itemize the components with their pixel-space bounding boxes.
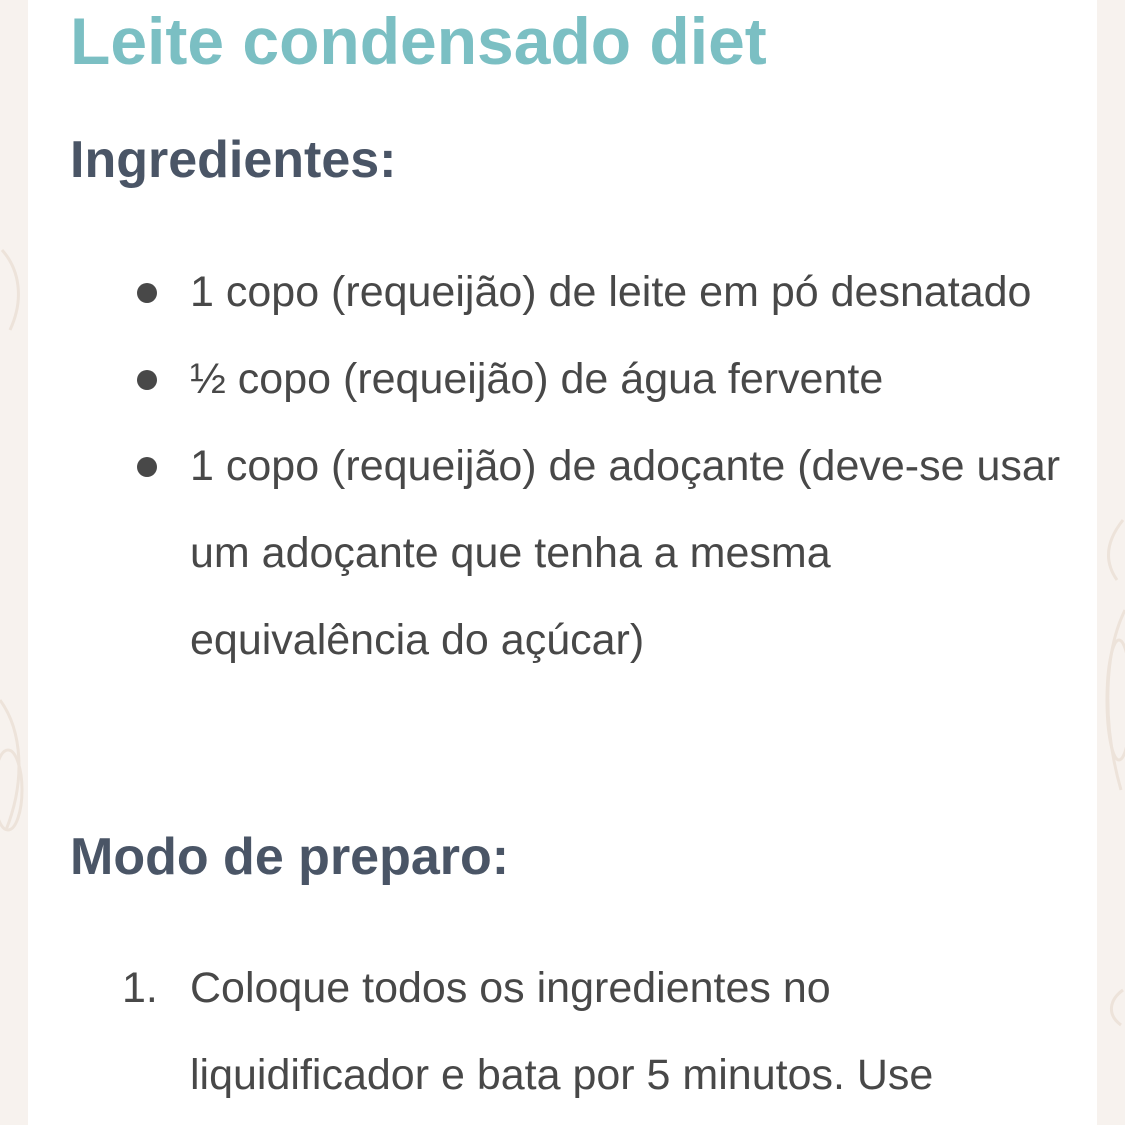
list-item [190, 423, 1070, 684]
ingredient-text: 1 copo (requeijão) de leite em pó desnatado [190, 268, 1032, 316]
bullet-icon [137, 457, 157, 477]
list-item [190, 336, 1070, 423]
ingredient-text: ½ copo (requeijão) de água fervente [190, 355, 884, 403]
background-decoration-right [1097, 0, 1125, 1125]
recipe-card [28, 0, 1097, 1125]
ingredient-text: 1 copo (requeijão) de adoçante (deve-se usar um adoçante que tenha a mesma equivalência do açúcar) [190, 442, 1061, 664]
step-number: 1. [122, 964, 158, 1012]
bullet-icon [137, 283, 157, 303]
ingredients-list [190, 249, 1070, 684]
ingredients-heading: Ingredientes: [70, 131, 397, 189]
list-item [190, 249, 1070, 336]
bullet-icon [137, 370, 157, 390]
recipe-title: Leite condensado diet [70, 4, 767, 78]
method-heading: Modo de preparo: [70, 828, 510, 886]
steps-list [122, 945, 1070, 1119]
list-item [122, 945, 1070, 1119]
background-decoration-left [0, 0, 30, 1125]
step-text: Coloque todos os ingredientes no liquidificador e bata por 5 minutos. Use [190, 964, 934, 1099]
